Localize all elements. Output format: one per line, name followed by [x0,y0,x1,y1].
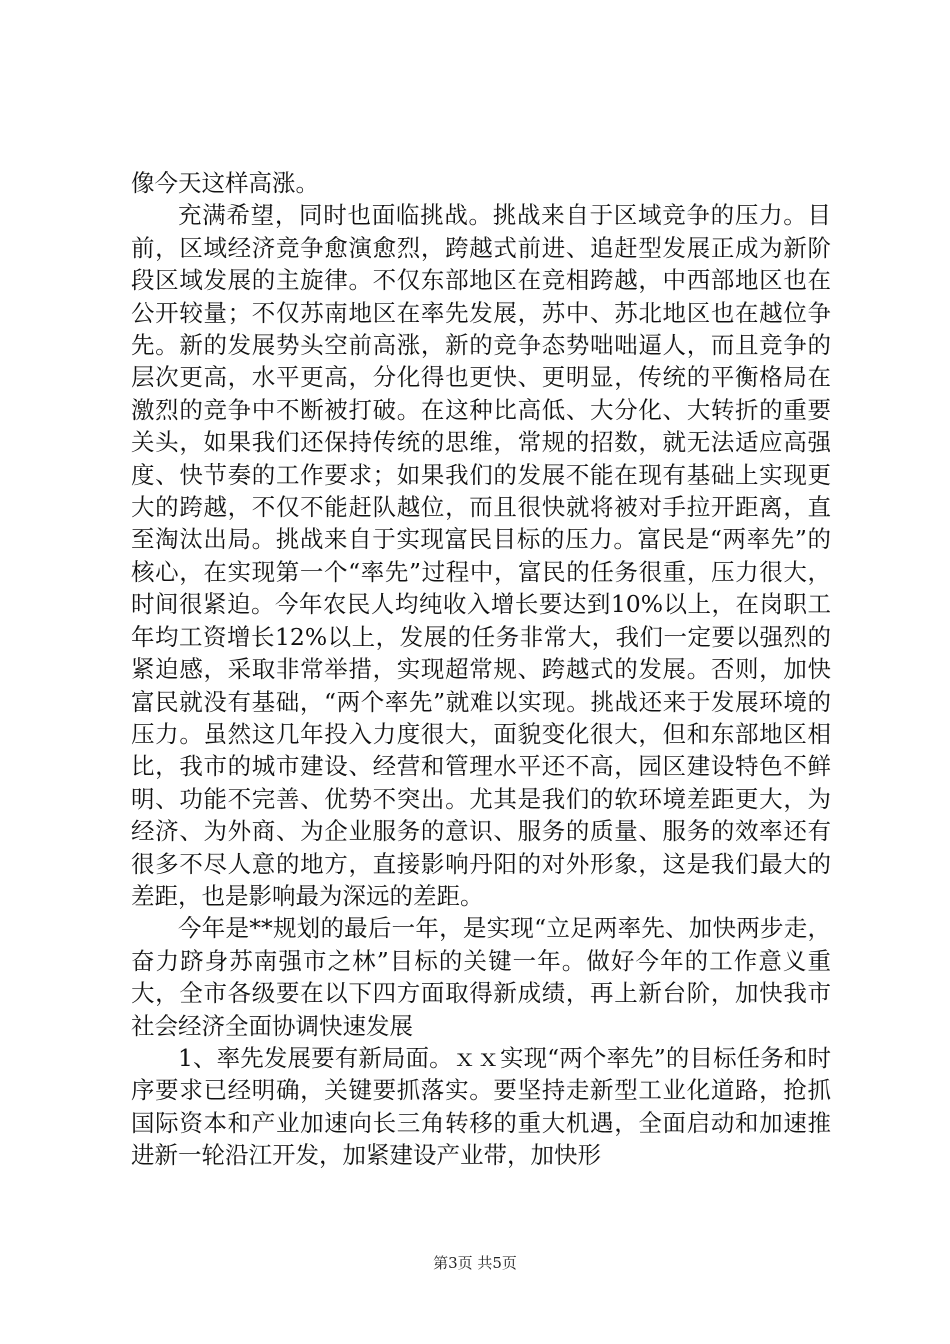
page-footer: 第3页 共5页 [433,1254,517,1272]
paragraph-challenges: 充满希望，同时也面临挑战。挑战来自于区域竞争的压力。目前，区域经济竞争愈演愈烈，跨越式前进、追赶型发展正成为新阶段区域发展的主旋律。不仅东部地区在竞相跨越，中西部地区也在公开较量；不仅苏南地区在率先发展，苏中、苏北地区也在越位争先。新的发展势头空前高涨，新的竞争态势咄咄逼人，而且竞争的层次更高，水平更高，分化得也更快、更明显，传统的平衡格局在激烈的竞争中不断被打破。在这种比高低、大分化、大转折的重要关头，如果我们还保持传统的思维，常规的招数，就无法适应高强度、快节奏的工作要求；如果我们的发展不能在现有基础上实现更大的跨越，不仅不能赶队越位，而且很快就将被对手拉开距离，直至淘汰出局。挑战来自于实现富民目标的压力。富民是“两率先”的核心，在实现第一个“率先”过程中，富民的任务很重，压力很大，时间很紧迫。今年农民人均纯收入增长要达到10%以上，在岗职工年均工资增长12%以上，发展的任务非常大，我们一定要以强烈的紧迫感，采取非常举措，实现超常规、跨越式的发展。否则，加快富民就没有基础，“两个率先”就难以实现。挑战还来于发展环境的压力。虽然这几年投入力度很大，面貌变化很大，但和东部地区相比，我市的城市建设、经营和管理水平还不高，园区建设特色不鲜明、功能不完善、优势不突出。尤其是我们的软环境差距更大，为经济、为外商、为企业服务的意识、服务的质量、服务的效率还有很多不尽人意的地方，直接影响丹阳的对外形象，这是我们最大的差距，也是影响最为深远的差距。 [131,201,831,910]
paragraph-key-year: 今年是**规划的最后一年，是实现“立足两率先、加快两步走，奋力跻身苏南强市之林”目标的关键一年。做好今年的工作意义重大，全市各级要在以下四方面取得新成绩，再上新台阶，加快我市社会经济全面协调快速发展 [131,914,831,1040]
document-body [131,167,831,1172]
paragraph-item-1: 1、率先发展要有新局面。ｘｘ实现“两个率先”的目标任务和时序要求已经明确，关键要抓落实。要坚持走新型工业化道路，抢抓国际资本和产业加速向长三角转移的重大机遇，全面启动和加速推进新一轮沿江开发，加紧建设产业带，加快形 [131,1043,831,1170]
paragraph-continuation: 像今天这样高涨。 [131,169,319,197]
